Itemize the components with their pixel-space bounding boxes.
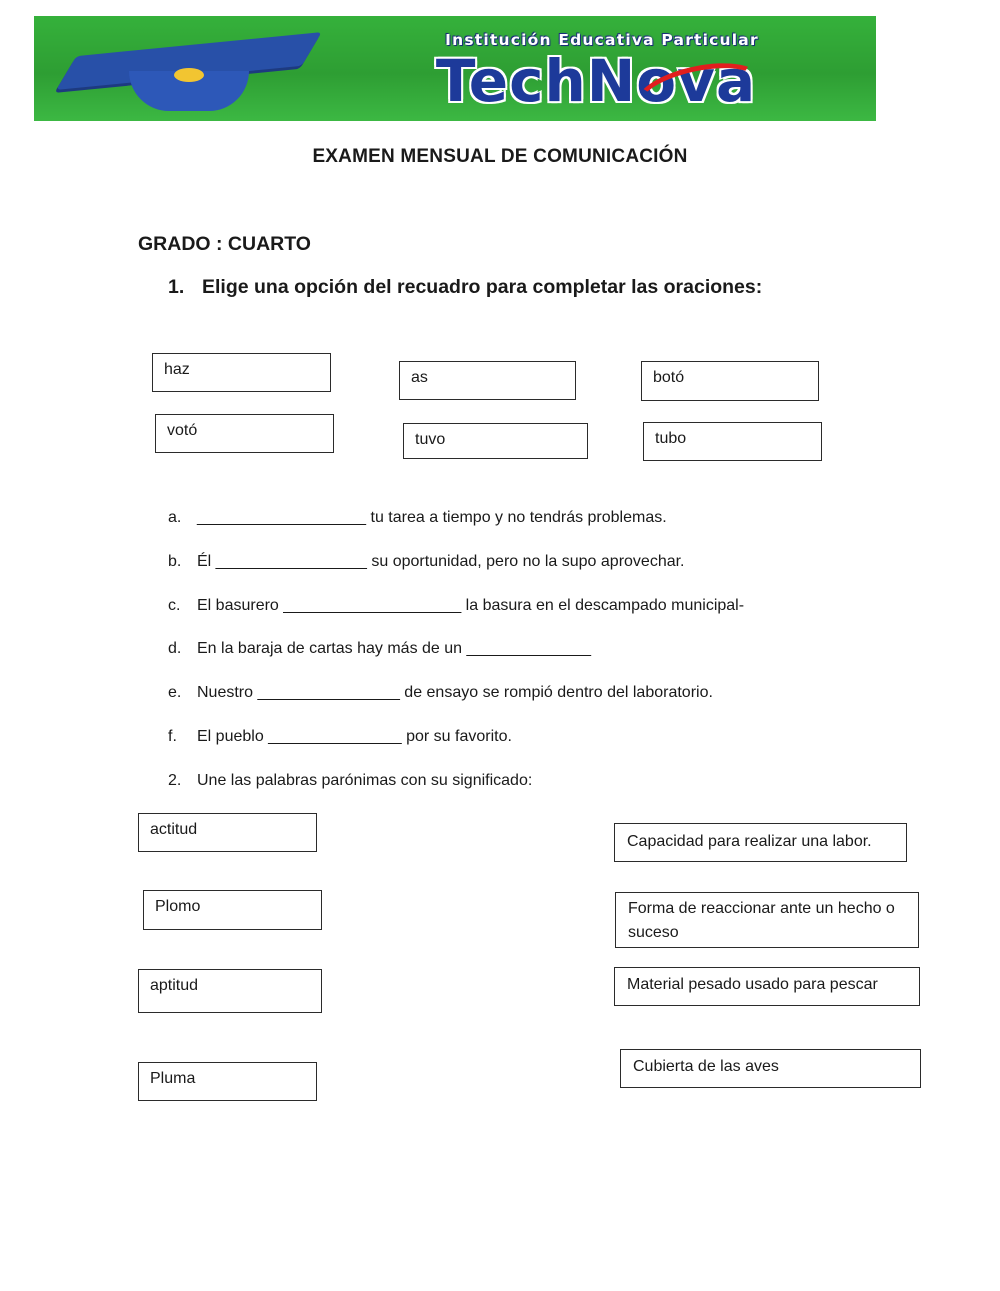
- paronym-word-box[interactable]: Plomo: [143, 890, 322, 930]
- sentence-text: Él _________________ su oportunidad, pero no la supo aprovechar.: [197, 553, 685, 570]
- word-box[interactable]: tubo: [643, 422, 822, 461]
- word-box[interactable]: as: [399, 361, 576, 400]
- sentence-c[interactable]: [168, 596, 744, 616]
- sentence-f[interactable]: [168, 727, 512, 747]
- question-1-prompt: [168, 276, 762, 299]
- meaning-box[interactable]: Material pesado usado para pescar: [614, 967, 920, 1006]
- sentence-letter: f.: [168, 728, 177, 745]
- question-number: 2.: [168, 772, 182, 789]
- sentence-letter: a.: [168, 509, 182, 526]
- sentence-b[interactable]: [168, 552, 685, 572]
- cap-tassel-icon: [174, 68, 204, 82]
- banner-subtitle: Institución Educativa Particular: [445, 31, 759, 49]
- sentence-letter: e.: [168, 684, 182, 701]
- sentence-text: Nuestro ________________ de ensayo se rompió dentro del laboratorio.: [197, 684, 713, 701]
- paronym-word-box[interactable]: Pluma: [138, 1062, 317, 1101]
- school-banner: [34, 16, 876, 121]
- grade-line: GRADO : CUARTO: [138, 233, 311, 255]
- word-box[interactable]: haz: [152, 353, 331, 392]
- exam-title: EXAMEN MENSUAL DE COMUNICACIÓN: [312, 146, 688, 167]
- sentence-text: En la baraja de cartas hay más de un ______________: [197, 640, 592, 657]
- sentence-text: El basurero ____________________ la basura en el descampado municipal-: [197, 597, 745, 614]
- question-2-prompt: [168, 771, 532, 791]
- paronym-word-box[interactable]: actitud: [138, 813, 317, 852]
- word-box[interactable]: votó: [155, 414, 334, 453]
- question-text: Une las palabras parónimas con su significado:: [197, 772, 533, 789]
- question-number: 1.: [168, 276, 185, 298]
- paronym-word-box[interactable]: aptitud: [138, 969, 322, 1013]
- sentence-text: El pueblo _______________ por su favorito.: [197, 728, 512, 745]
- sentence-letter: c.: [168, 597, 181, 614]
- meaning-box[interactable]: Cubierta de las aves: [620, 1049, 921, 1088]
- word-box[interactable]: botó: [641, 361, 819, 401]
- word-box[interactable]: tuvo: [403, 423, 588, 459]
- sentence-letter: d.: [168, 640, 182, 657]
- sentence-d[interactable]: [168, 639, 591, 659]
- sentence-a[interactable]: [168, 508, 667, 528]
- banner-brand: TechNova: [435, 47, 757, 115]
- meaning-box[interactable]: Capacidad para realizar una labor.: [614, 823, 907, 862]
- meaning-box[interactable]: Forma de reaccionar ante un hecho o suceso: [615, 892, 919, 948]
- question-text: Elige una opción del recuadro para completar las oraciones:: [202, 276, 763, 298]
- sentence-e[interactable]: [168, 683, 713, 703]
- sentence-text: ___________________ tu tarea a tiempo y no tendrás problemas.: [197, 509, 667, 526]
- sentence-letter: b.: [168, 553, 182, 570]
